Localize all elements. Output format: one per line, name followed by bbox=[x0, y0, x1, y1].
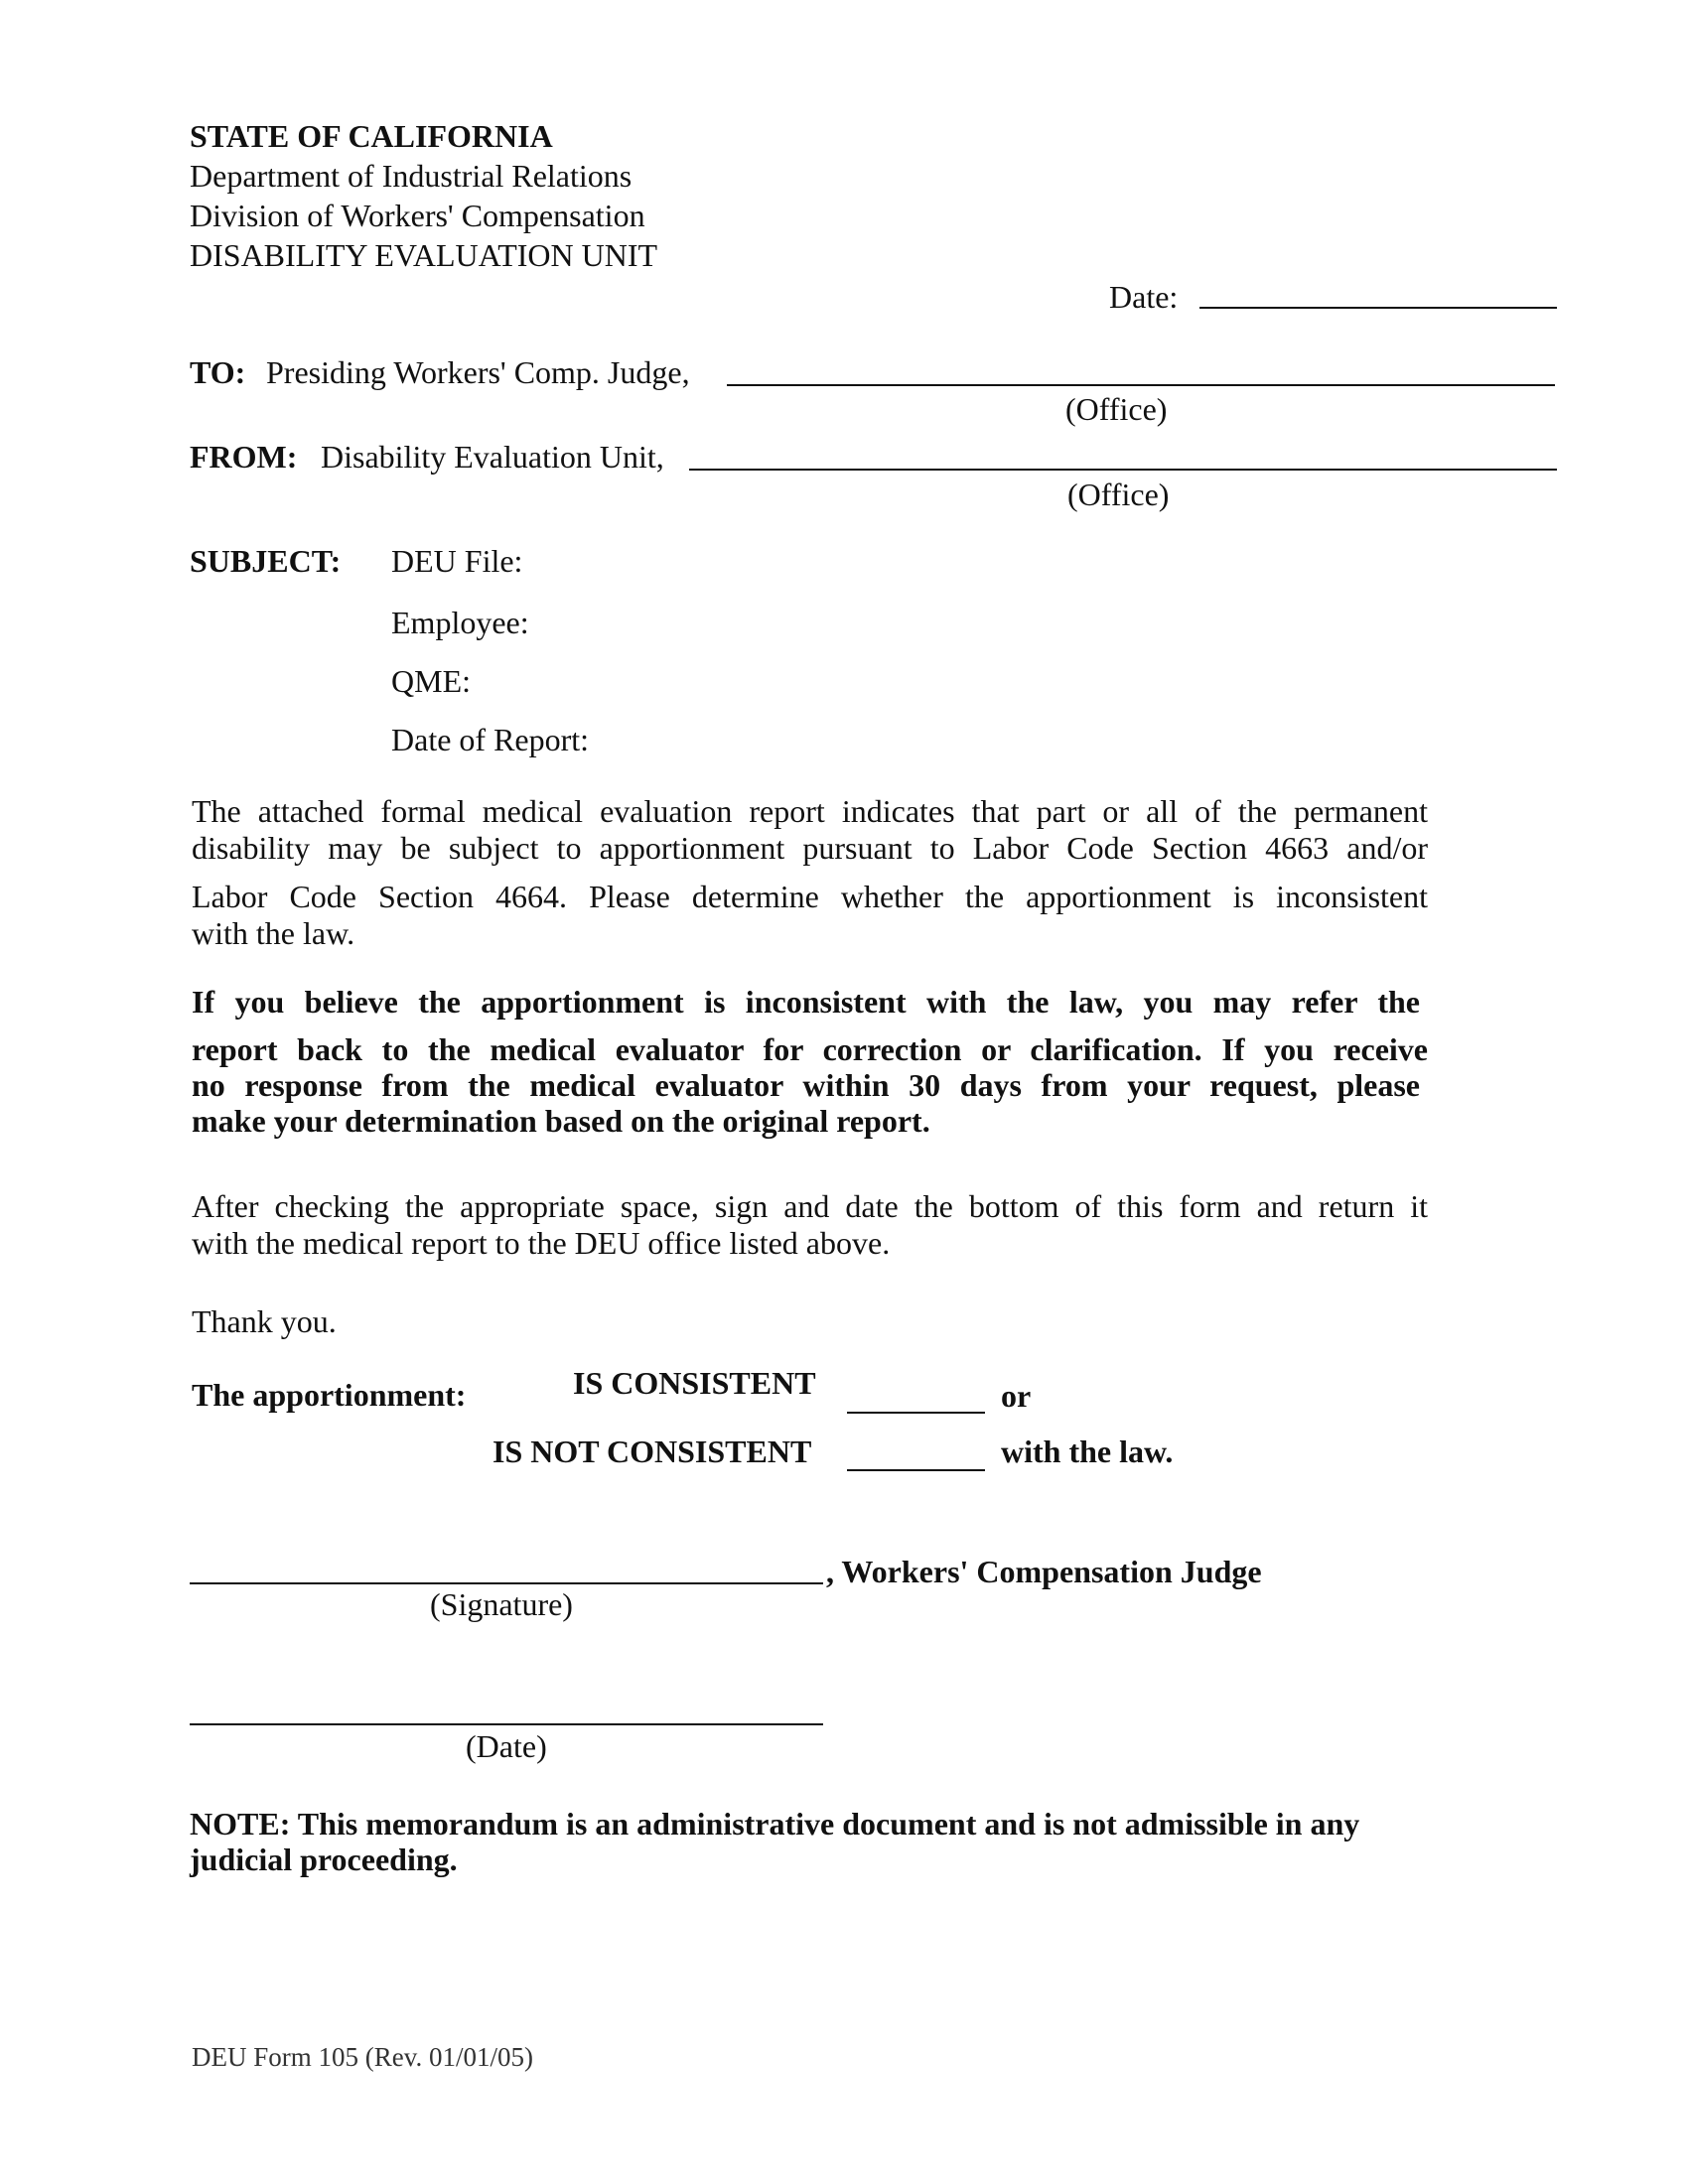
from-label: FROM: bbox=[190, 439, 298, 475]
is-consistent-line bbox=[847, 1412, 985, 1414]
deu-file-label: DEU File: bbox=[391, 543, 523, 579]
para2-line4: make your determination based on the original report. bbox=[192, 1103, 930, 1139]
para3-line1: After checking the appropriate space, sign and date the bottom of this form and return it bbox=[192, 1188, 1428, 1224]
to-text: Presiding Workers' Comp. Judge, bbox=[266, 354, 690, 390]
state-heading: STATE OF CALIFORNIA bbox=[190, 118, 553, 154]
subject-label: SUBJECT: bbox=[190, 543, 342, 579]
department-name: Department of Industrial Relations bbox=[190, 158, 633, 194]
signature-caption: (Signature) bbox=[430, 1586, 573, 1622]
date-label: Date: bbox=[1109, 279, 1179, 315]
date-of-report-label: Date of Report: bbox=[391, 722, 590, 757]
para2-line1: If you believe the apportionment is inconsistent with the law, you may refer the bbox=[192, 984, 1420, 1020]
to-office-caption: (Office) bbox=[1065, 391, 1168, 427]
form-identifier: DEU Form 105 (Rev. 01/01/05) bbox=[192, 2042, 533, 2072]
sign-date-line bbox=[190, 1723, 823, 1725]
is-not-consistent-line bbox=[847, 1469, 985, 1471]
with-the-law-text: with the law. bbox=[1001, 1433, 1174, 1469]
signature-title: , Workers' Compensation Judge bbox=[826, 1554, 1262, 1589]
date-line bbox=[1199, 307, 1557, 309]
signature-input[interactable] bbox=[190, 1547, 821, 1582]
is-not-consistent-label: IS NOT CONSISTENT bbox=[492, 1433, 812, 1469]
sign-date-caption: (Date) bbox=[466, 1728, 547, 1764]
para1-line3: Labor Code Section 4664. Please determine whether the apportionment is inconsistent bbox=[192, 879, 1428, 914]
para3-line2: with the medical report to the DEU office listed above. bbox=[192, 1225, 891, 1261]
or-text: or bbox=[1001, 1378, 1032, 1414]
is-consistent-label: IS CONSISTENT bbox=[573, 1365, 816, 1401]
to-label: TO: bbox=[190, 354, 246, 390]
from-office-caption: (Office) bbox=[1067, 477, 1170, 512]
para1-line4: with the law. bbox=[192, 915, 355, 951]
to-office-line bbox=[727, 384, 1555, 386]
from-office-line bbox=[689, 469, 1557, 471]
sign-date-input[interactable] bbox=[190, 1688, 821, 1723]
note-line2: judicial proceeding. bbox=[190, 1842, 458, 1877]
is-not-consistent-checkspace[interactable] bbox=[847, 1437, 984, 1471]
signature-line bbox=[190, 1582, 823, 1584]
para1-line1: The attached formal medical evaluation report indicates that part or all of the permanent bbox=[192, 793, 1428, 829]
apportionment-label: The apportionment: bbox=[192, 1377, 467, 1413]
note-line1: NOTE: This memorandum is an administrative document and is not admissible in any bbox=[190, 1806, 1360, 1842]
to-office-input[interactable] bbox=[727, 351, 1553, 387]
para2-line3: no response from the medical evaluator within 30 days from your request, please bbox=[192, 1067, 1420, 1103]
unit-name: DISABILITY EVALUATION UNIT bbox=[190, 237, 658, 273]
from-office-input[interactable] bbox=[689, 436, 1555, 472]
division-name: Division of Workers' Compensation bbox=[190, 198, 645, 233]
qme-label: QME: bbox=[391, 663, 471, 699]
from-text: Disability Evaluation Unit, bbox=[321, 439, 664, 475]
is-consistent-checkspace[interactable] bbox=[847, 1380, 984, 1414]
para1-line2: disability may be subject to apportionment pursuant to Labor Code Section 4663 and/or bbox=[192, 830, 1428, 866]
para2-line2: report back to the medical evaluator for correction or clarification. If you receive bbox=[192, 1031, 1428, 1067]
thank-you: Thank you. bbox=[192, 1303, 337, 1339]
employee-label: Employee: bbox=[391, 605, 529, 640]
